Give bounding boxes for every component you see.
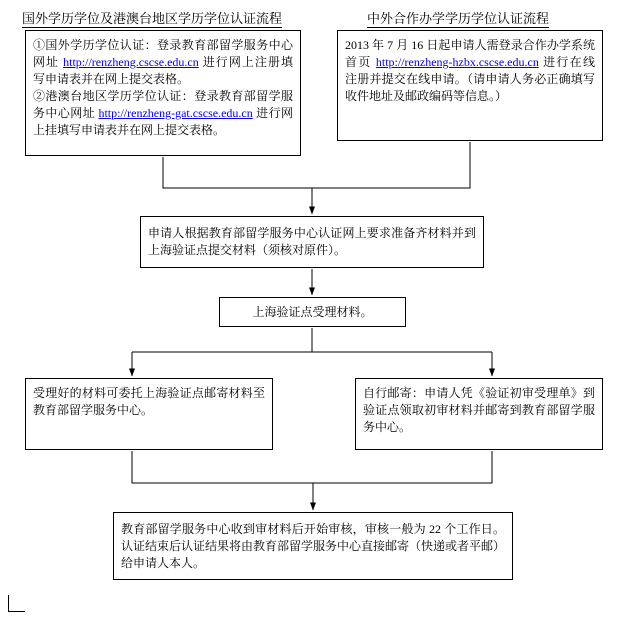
left-top-line1-a: ①国外学历学位认证：登录教育部留学服务中心网址 [33, 38, 293, 69]
left-top-line2-a: ②港澳台地区学历学位认证：登录教育部留学服务中心网址 [33, 89, 293, 120]
left-top-link-1[interactable]: http://renzheng.cscse.edu.cn [63, 55, 199, 69]
right-top-text-b: 进行在线注册并提交在线申请。（请申请人务必正确填写收件地址及邮政编码等信息。） [345, 55, 595, 103]
left-top-link-2[interactable]: http://renzheng-gat.cscse.edu.cn [98, 106, 253, 120]
prepare-materials-text: 申请人根据教育部留学服务中心认证网上要求准备齐材料并到上海验证点提交材料（须核对原件）。 [148, 226, 476, 257]
entrust-mail-text: 受理好的材料可委托上海验证点邮寄材料至教育部留学服务中心。 [33, 386, 265, 417]
right-flow-title-text: 中外合作办学学历学位认证流程 [367, 11, 550, 26]
right-top-text-a: 2013 年 7 月 16 日起申请人需登录合作办学系统首页 [345, 38, 595, 69]
page-corner-mark [8, 595, 25, 612]
left-flow-title-text: 国外学历学位及港澳台地区学历学位认证流程 [22, 11, 283, 26]
left-top-line1-b: 进行网上注册填写申请表并在网上提交表格。 [33, 55, 293, 86]
self-mail-text: 自行邮寄：申请人凭《验证初审受理单》到验证点领取初审材料并邮寄到教育部留学服务中心。 [363, 386, 595, 434]
right-top-link[interactable]: http://renzheng-hzbx.cscse.edu.cn [375, 55, 539, 69]
accept-materials-text: 上海验证点受理材料。 [252, 305, 373, 319]
final-review-text: 教育部留学服务中心收到审材料后开始审核，审核一般为 22 个工作日。认证结束后认证结果将由教育部留学服务中心直接邮寄（快递或者平邮）给申请人本人。 [121, 522, 506, 570]
left-top-line2-b: 进行网上挂填写申请表并在网上提交表格。 [33, 106, 293, 137]
